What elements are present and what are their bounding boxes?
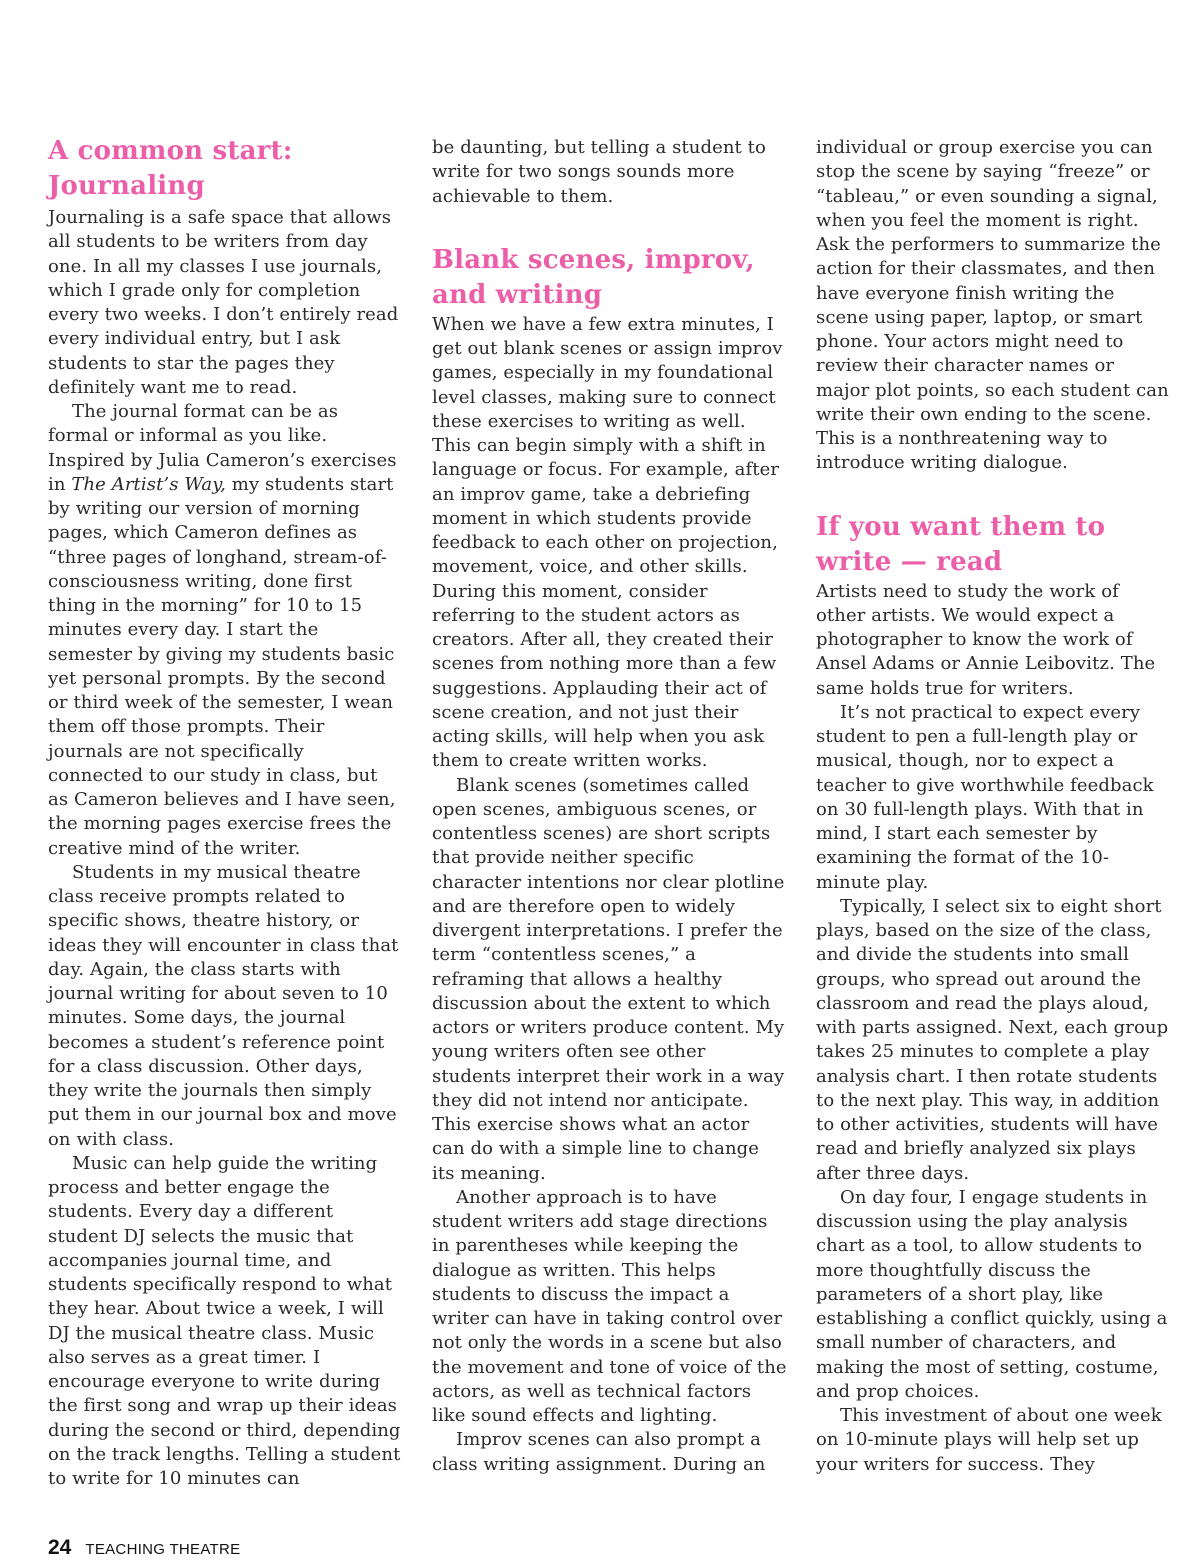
paragraph: individual or group exercise you can stop the scene by saying “freeze” or “tableau,” or even sounding a signal, when you feel the moment is right. Ask the performers to summarize the action for their classmates, and then have everyone finish writing the scene using paper, laptop, or smart phone. Your actors might need to review their character names or major plot points, so each student can write their own ending to the scene. This is a nonthreatening way to introduce writing dialogue. bbox=[816, 137, 1169, 474]
paragraph: This investment of about one week on 10-minute plays will help set up your writers for success. They bbox=[816, 1405, 1162, 1475]
paragraph: be daunting, but telling a student to write for two songs sounds more achievable to them. bbox=[432, 137, 766, 207]
paragraph-text: my students start by writing our version of morning pages, which Cameron defines as “three pages of longhand, stream-of-consciousness writing, done first thing in the morning” for 10 to 15 minutes every day. I start the semester by giving my students basic yet personal prompts. By the second or third week of the semester, I wean them off those prompts. Their journals are not specifically connected to our study in class, but as Cameron believes and I have seen, the morning pages exercise frees the creative mind of the writer. bbox=[48, 473, 396, 859]
paragraph: It’s not practical to expect every student to pen a full-length play or musical, though, nor to expect a teacher to give worthwhile feedback on 30 full-length plays. With that in mind, I start each semester by examining the format of the 10-minute play. bbox=[816, 701, 1154, 893]
paragraph: Artists need to study the work of other artists. We would expect a photographer to know the work of Ansel Adams or Annie Leibovitz. The same holds true for writers. bbox=[816, 580, 1156, 699]
page-number: 24 bbox=[48, 1536, 72, 1559]
paragraph: When we have a few extra minutes, I get out blank scenes or assign improv games, especially in my foundational level classes, making sure to connect these exercises to writing as well. This can begin simply with a shift in language or focus. For example, after an improv game, take a debriefing moment in which students provide feedback to each other on projection, movement, voice, and other skills. During this moment, consider referring to the student actors as creators. After all, they created their scenes from nothing more than a few suggestions. Applauding their act of scene creation, and not just their acting skills, will help when you ask them to create written works. bbox=[432, 313, 783, 772]
book-title: The Artist’s Way, bbox=[71, 473, 226, 495]
publication-name: TEACHING THEATRE bbox=[85, 1541, 241, 1558]
article-column-2 bbox=[432, 136, 787, 1477]
paragraph: On day four, I engage students in discussion using the play analysis chart as a tool, to allow students to more thoughtfully discuss the parameters of a short play, like establishing a conflict quickly, using a small number of characters, and making the most of setting, costume, and prop choices. bbox=[816, 1186, 1168, 1402]
paragraph: Another approach is to have student writers add stage directions in parentheses while keeping the dialogue as written. This helps students to discuss the impact a writer can have in taking control over not only the words in a scene but also the movement and tone of voice of the actors, as well as technical factors like sound effects and lighting. bbox=[432, 1186, 787, 1426]
paragraph: Blank scenes (sometimes called open scenes, ambiguous scenes, or contentless scenes) are short scripts that provide neither specific character intentions nor clear plotline and are therefore open to widely divergent interpretations. I prefer the term “contentless scenes,” a reframing that allows a healthy discussion about the extent to which actors or writers produce content. My young writers often see other students interpret their work in a way they did not intend nor anticipate. This exercise shows what an actor can do with a simple line to change its meaning. bbox=[432, 774, 785, 1184]
page-footer bbox=[48, 1536, 240, 1560]
section-heading-blank-scenes: Blank scenes, improv, and writing bbox=[432, 244, 755, 310]
paragraph: Improv scenes can also prompt a class writing assignment. During an bbox=[432, 1429, 766, 1475]
section-heading-journaling: A common start: Journaling bbox=[48, 136, 293, 201]
paragraph: Journaling is a safe space that allows all students to be writers from day one. In all my classes I use journals, which I grade only for completion every two weeks. I don’t entirely read every individual entry, but I ask students to star the pages they definitely want me to read. bbox=[48, 207, 399, 398]
paragraph-text: The journal format can be as formal or informal as you like. Inspired by Julia Cameron’s exercises in bbox=[48, 401, 397, 495]
paragraph bbox=[48, 400, 403, 861]
article-column-3 bbox=[816, 136, 1171, 1477]
paragraph: Typically, I select six to eight short plays, based on the size of the class, and divide the students into small groups, who spread out around the classroom and read the plays aloud, with parts assigned. Next, each group takes 25 minutes to complete a play analysis chart. I then rotate students to the next play. This way, in addition to other activities, students will have read and briefly analyzed six plays after three days. bbox=[816, 895, 1169, 1184]
article-column-1 bbox=[48, 136, 403, 1491]
paragraph: Music can help guide the writing process and better engage the students. Every day a different student DJ selects the music that accompanies journal time, and students specifically respond to what they hear. About twice a week, I will DJ the musical theatre class. Music also serves as a great timer. I encourage everyone to write during the first song and wrap up their ideas during the second or third, depending on the track lengths. Telling a student to write for 10 minutes can bbox=[48, 1152, 401, 1489]
paragraph: Students in my musical theatre class receive prompts related to specific shows, theatre history, or ideas they will encounter in class that day. Again, the class starts with journal writing for about seven to 10 minutes. Some days, the journal becomes a student’s reference point for a class discussion. Other days, they write the journals then simply put them in our journal box and move on with class. bbox=[48, 861, 399, 1150]
section-heading-read: If you want them to write — read bbox=[816, 511, 1106, 577]
